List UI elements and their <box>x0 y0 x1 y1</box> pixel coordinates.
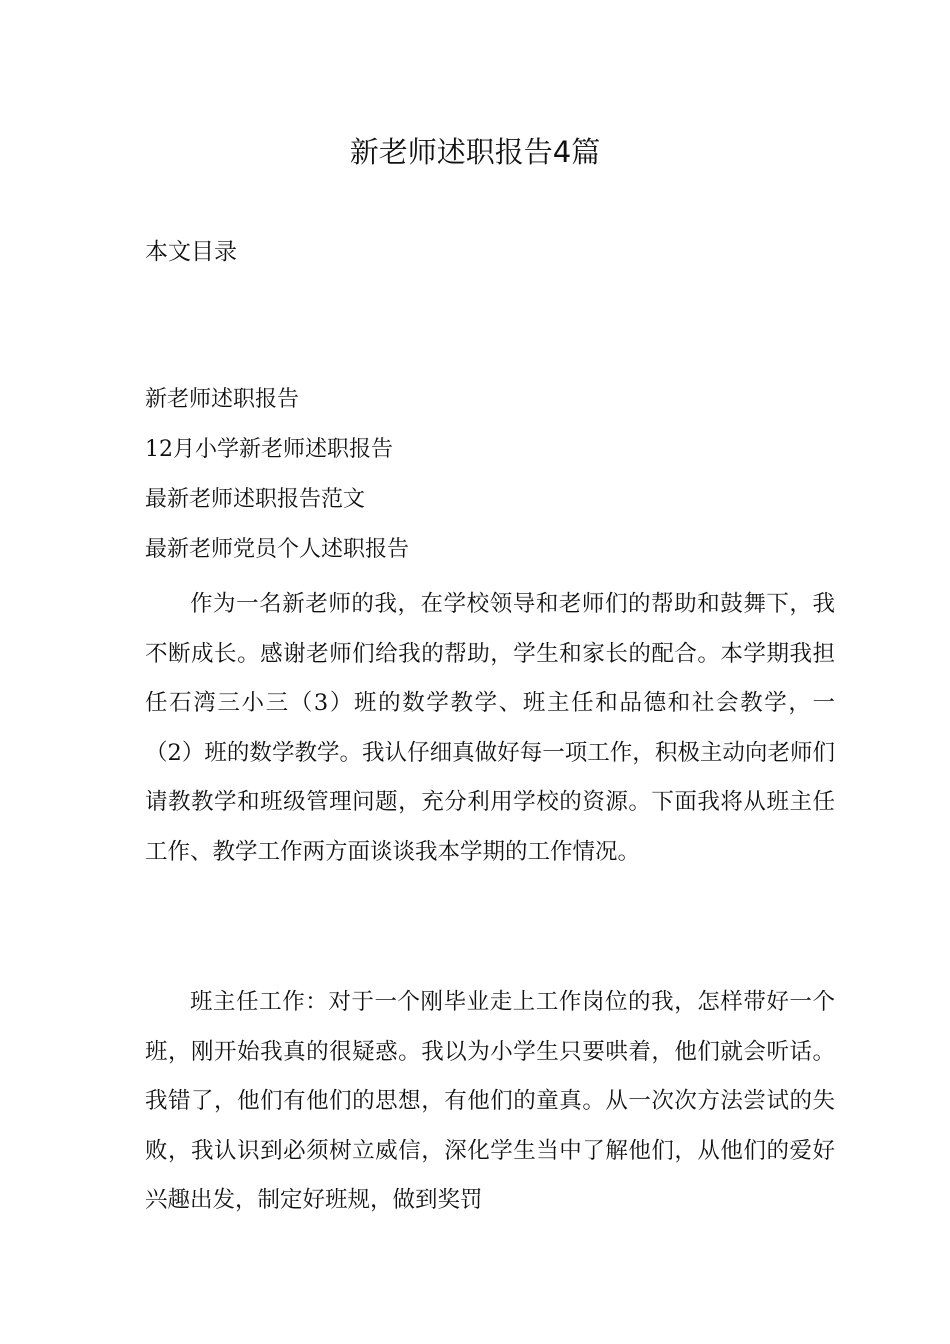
document-title: 新老师述职报告4篇 <box>349 135 601 169</box>
body-paragraph: 作为一名新老师的我，在学校领导和老师们的帮助和鼓舞下，我不断成长。感谢老师们给我的帮助，学生和家长的配合。本学期我担任石湾三小三（3）班的数学教学、班主任和品德和社会教学，一（2）班的数学教学。我认仔细真做好每一项工作，积极主动向老师们请教教学和班级管理问题，充分利用学校的资源。下面我将从班主任工作、教学工作两方面谈谈我本学期的工作情况。 <box>145 591 835 865</box>
toc-item[interactable]: 12月小学新老师述职报告 <box>145 437 393 462</box>
toc-item[interactable]: 新老师述职报告 <box>145 387 300 412</box>
toc-item[interactable]: 最新老师党员个人述职报告 <box>145 537 410 562</box>
body-paragraph: 班主任工作：对于一个刚毕业走上工作岗位的我，怎样带好一个班，刚开始我真的很疑惑。我以为小学生只要哄着，他们就会听话。我错了，他们有他们的思想，有他们的童真。从一次次方法尝试的失败，我认识到必须树立威信，深化学生当中了解他们，从他们的爱好兴趣出发，制定好班规，做到奖罚 <box>145 989 835 1213</box>
toc-heading: 本文目录 <box>145 239 237 265</box>
toc-item[interactable]: 最新老师述职报告范文 <box>145 487 366 512</box>
toc-list <box>145 382 409 582</box>
